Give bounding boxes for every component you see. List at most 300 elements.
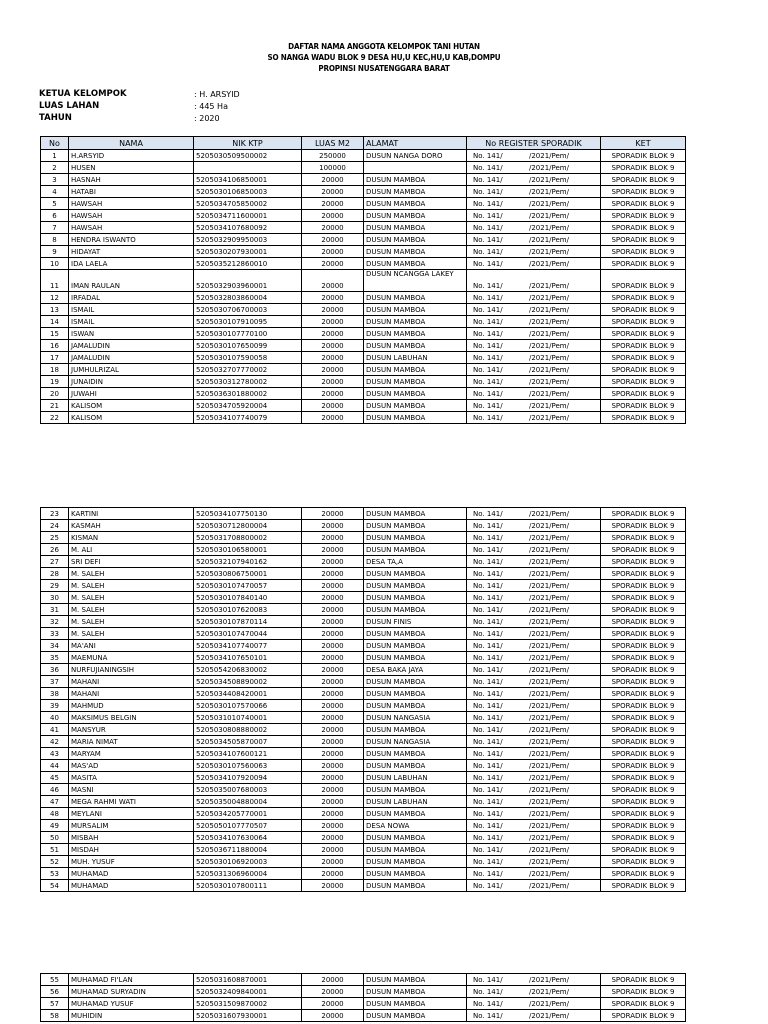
cell-register <box>467 556 601 568</box>
cell-luas: 20000 <box>302 412 364 424</box>
cell-alamat: DUSUN MAMBOA <box>364 508 467 520</box>
cell-ket: SPORADIK BLOK 9 <box>601 568 686 580</box>
cell-nama: IDA LAELA <box>69 258 194 270</box>
cell-alamat: DUSUN MAMBOA <box>364 974 467 986</box>
cell-alamat: DUSUN MAMBOA <box>364 580 467 592</box>
cell-nik: 5205030107770100 <box>194 328 302 340</box>
register-prefix: No. 141/ <box>473 641 503 650</box>
cell-ket: SPORADIK BLOK 9 <box>601 162 686 174</box>
cell-register <box>467 198 601 210</box>
cell-ket: SPORADIK BLOK 9 <box>601 316 686 328</box>
register-suffix: /2021/Pem/ <box>529 617 569 626</box>
cell-no: 47 <box>41 796 69 808</box>
cell-nik: 5205034107650101 <box>194 652 302 664</box>
cell-nama: MUHAMAD FI'LAN <box>69 974 194 986</box>
register-prefix: No. 141/ <box>473 665 503 674</box>
cell-luas: 20000 <box>302 772 364 784</box>
cell-nama: MISDAH <box>69 844 194 856</box>
register-suffix: /2021/Pem/ <box>529 389 569 398</box>
cell-alamat: DUSUN MAMBOA <box>364 1010 467 1022</box>
cell-alamat: DUSUN MAMBOA <box>364 174 467 186</box>
cell-nik: 5205030509500002 <box>194 150 302 162</box>
cell-nama: ISMAIL <box>69 304 194 316</box>
cell-luas: 20000 <box>302 676 364 688</box>
cell-luas: 20000 <box>302 880 364 892</box>
cell-nik: 5205030712800004 <box>194 520 302 532</box>
register-suffix: /2021/Pem/ <box>529 557 569 566</box>
cell-luas: 20000 <box>302 328 364 340</box>
cell-no: 19 <box>41 376 69 388</box>
cell-register <box>467 186 601 198</box>
cell-ket: SPORADIK BLOK 9 <box>601 676 686 688</box>
cell-alamat: DUSUN MAMBOA <box>364 258 467 270</box>
register-suffix: /2021/Pem/ <box>529 593 569 602</box>
cell-nik: 5205034107740079 <box>194 412 302 424</box>
register-prefix: No. 141/ <box>473 975 503 984</box>
doc-title-line1: DAFTAR NAMA ANGGOTA KELOMPOK TANI HUTAN <box>288 42 480 51</box>
cell-register <box>467 292 601 304</box>
table-row <box>41 532 686 544</box>
cell-register <box>467 628 601 640</box>
cell-alamat: DUSUN MAMBOA <box>364 292 467 304</box>
register-suffix: /2021/Pem/ <box>529 259 569 268</box>
cell-alamat: DUSUN MAMBOA <box>364 628 467 640</box>
cell-nama: M. ALI <box>69 544 194 556</box>
register-suffix: /2021/Pem/ <box>529 305 569 314</box>
cell-luas: 20000 <box>302 508 364 520</box>
register-prefix: No. 141/ <box>473 223 503 232</box>
register-suffix: /2021/Pem/ <box>529 293 569 302</box>
cell-register <box>467 664 601 676</box>
cell-no: 5 <box>41 198 69 210</box>
cell-nama: ISMAIL <box>69 316 194 328</box>
cell-alamat: DUSUN MAMBOA <box>364 986 467 998</box>
cell-luas: 20000 <box>302 736 364 748</box>
register-prefix: No. 141/ <box>473 987 503 996</box>
register-prefix: No. 141/ <box>473 809 503 818</box>
cell-nik: 5205030107590058 <box>194 352 302 364</box>
cell-alamat: DUSUN MAMBOA <box>364 304 467 316</box>
cell-alamat: DUSUN MAMBOA <box>364 808 467 820</box>
cell-nik: 5205036301880002 <box>194 388 302 400</box>
cell-no: 9 <box>41 246 69 258</box>
cell-no: 45 <box>41 772 69 784</box>
cell-luas: 20000 <box>302 592 364 604</box>
cell-ket: SPORADIK BLOK 9 <box>601 258 686 270</box>
cell-luas: 20000 <box>302 580 364 592</box>
cell-ket: SPORADIK BLOK 9 <box>601 820 686 832</box>
cell-alamat: DUSUN MAMBOA <box>364 234 467 246</box>
cell-nama: JAMALUDIN <box>69 340 194 352</box>
header-nik: NIK KTP <box>194 137 302 150</box>
cell-nama: IMAN RAULAN <box>69 270 194 292</box>
table-row <box>41 832 686 844</box>
cell-register <box>467 688 601 700</box>
register-prefix: No. 141/ <box>473 1011 503 1020</box>
cell-alamat: DUSUN MAMBOA <box>364 388 467 400</box>
table-row <box>41 856 686 868</box>
register-suffix: /2021/Pem/ <box>529 545 569 554</box>
cell-alamat: DUSUN MAMBOA <box>364 340 467 352</box>
table-row <box>41 664 686 676</box>
cell-no: 16 <box>41 340 69 352</box>
register-suffix: /2021/Pem/ <box>529 533 569 542</box>
cell-luas: 20000 <box>302 974 364 986</box>
cell-register <box>467 400 601 412</box>
cell-no: 17 <box>41 352 69 364</box>
cell-luas: 20000 <box>302 808 364 820</box>
cell-alamat: DUSUN NANGA DORO <box>364 150 467 162</box>
cell-nik <box>194 162 302 174</box>
table-row <box>41 784 686 796</box>
register-suffix: /2021/Pem/ <box>529 282 569 290</box>
cell-ket: SPORADIK BLOK 9 <box>601 736 686 748</box>
cell-luas: 100000 <box>302 162 364 174</box>
cell-nik: 5205032107940162 <box>194 556 302 568</box>
cell-ket: SPORADIK BLOK 9 <box>601 640 686 652</box>
cell-alamat: DUSUN MAMBOA <box>364 532 467 544</box>
register-suffix: /2021/Pem/ <box>529 211 569 220</box>
cell-register <box>467 340 601 352</box>
table-row <box>41 376 686 388</box>
register-suffix: /2021/Pem/ <box>529 773 569 782</box>
table-row <box>41 772 686 784</box>
table-row <box>41 352 686 364</box>
register-prefix: No. 141/ <box>473 593 503 602</box>
register-prefix: No. 141/ <box>473 353 503 362</box>
cell-alamat: DUSUN MAMBOA <box>364 700 467 712</box>
cell-ket: SPORADIK BLOK 9 <box>601 592 686 604</box>
cell-ket: SPORADIK BLOK 9 <box>601 772 686 784</box>
cell-alamat: DUSUN MAMBOA <box>364 246 467 258</box>
cell-luas: 20000 <box>302 568 364 580</box>
cell-nama: HAWSAH <box>69 210 194 222</box>
cell-nama: M. SALEH <box>69 604 194 616</box>
cell-no: 10 <box>41 258 69 270</box>
table-row <box>41 986 686 998</box>
cell-ket: SPORADIK BLOK 9 <box>601 222 686 234</box>
register-prefix: No. 141/ <box>473 235 503 244</box>
cell-register <box>467 712 601 724</box>
register-prefix: No. 141/ <box>473 199 503 208</box>
cell-ket: SPORADIK BLOK 9 <box>601 198 686 210</box>
cell-register <box>467 808 601 820</box>
doc-title-line2: SO NANGA WADU BLOK 9 DESA HU,U KEC,HU,U KAB,DOMPU <box>267 53 501 62</box>
register-suffix: /2021/Pem/ <box>529 749 569 758</box>
cell-nama: KISMAN <box>69 532 194 544</box>
register-prefix: No. 141/ <box>473 881 503 890</box>
cell-nik: 5205034107680092 <box>194 222 302 234</box>
cell-luas: 20000 <box>302 604 364 616</box>
register-suffix: /2021/Pem/ <box>529 175 569 184</box>
register-suffix: /2021/Pem/ <box>529 581 569 590</box>
cell-no: 26 <box>41 544 69 556</box>
cell-register <box>467 364 601 376</box>
doc-title-line3: PROPINSI NUSATENGGARA BARAT <box>318 64 450 73</box>
cell-nik: 5205031509870002 <box>194 998 302 1010</box>
table-row <box>41 820 686 832</box>
register-suffix: /2021/Pem/ <box>529 413 569 422</box>
cell-ket: SPORADIK BLOK 9 <box>601 616 686 628</box>
cell-register <box>467 270 601 292</box>
cell-ket: SPORADIK BLOK 9 <box>601 174 686 186</box>
cell-register <box>467 760 601 772</box>
cell-alamat: DUSUN MAMBOA <box>364 186 467 198</box>
cell-nik: 5205034705920004 <box>194 400 302 412</box>
cell-nama: MARYAM <box>69 748 194 760</box>
cell-register <box>467 998 601 1010</box>
cell-luas: 20000 <box>302 652 364 664</box>
cell-nik: 5205032707770002 <box>194 364 302 376</box>
cell-luas: 20000 <box>302 712 364 724</box>
cell-alamat: DUSUN MAMBOA <box>364 688 467 700</box>
cell-no: 12 <box>41 292 69 304</box>
table-row <box>41 688 686 700</box>
cell-luas: 20000 <box>302 222 364 234</box>
cell-nik: 5205034505870007 <box>194 736 302 748</box>
cell-luas: 20000 <box>302 640 364 652</box>
cell-alamat: DUSUN MAMBOA <box>364 676 467 688</box>
cell-nik: 5205034205770001 <box>194 808 302 820</box>
cell-luas: 20000 <box>302 520 364 532</box>
cell-alamat: DUSUN LABUHAN <box>364 796 467 808</box>
cell-register <box>467 844 601 856</box>
table-row <box>41 556 686 568</box>
cell-no: 11 <box>41 270 69 292</box>
members-table-2 <box>40 507 686 892</box>
cell-ket: SPORADIK BLOK 9 <box>601 784 686 796</box>
cell-register <box>467 724 601 736</box>
register-suffix: /2021/Pem/ <box>529 725 569 734</box>
cell-register <box>467 568 601 580</box>
cell-ket: SPORADIK BLOK 9 <box>601 748 686 760</box>
table-row <box>41 616 686 628</box>
cell-no: 25 <box>41 532 69 544</box>
cell-nama: KALISOM <box>69 400 194 412</box>
cell-nik: 5205034107630064 <box>194 832 302 844</box>
cell-no: 29 <box>41 580 69 592</box>
cell-no: 13 <box>41 304 69 316</box>
cell-nik: 5205034408420001 <box>194 688 302 700</box>
cell-no: 39 <box>41 700 69 712</box>
cell-alamat: DUSUN MAMBOA <box>364 412 467 424</box>
register-suffix: /2021/Pem/ <box>529 857 569 866</box>
register-suffix: /2021/Pem/ <box>529 341 569 350</box>
cell-ket: SPORADIK BLOK 9 <box>601 292 686 304</box>
cell-nama: H.ARSYID <box>69 150 194 162</box>
cell-nik: 5205034711600001 <box>194 210 302 222</box>
cell-alamat: DUSUN MAMBOA <box>364 316 467 328</box>
register-suffix: /2021/Pem/ <box>529 975 569 984</box>
cell-nama: HASNAH <box>69 174 194 186</box>
register-prefix: No. 141/ <box>473 259 503 268</box>
cell-luas: 20000 <box>302 198 364 210</box>
cell-register <box>467 640 601 652</box>
cell-nama: JUWAHI <box>69 388 194 400</box>
cell-register <box>467 258 601 270</box>
cell-luas: 20000 <box>302 760 364 772</box>
cell-no: 15 <box>41 328 69 340</box>
cell-ket: SPORADIK BLOK 9 <box>601 844 686 856</box>
table-row <box>41 328 686 340</box>
cell-alamat: DUSUN MAMBOA <box>364 868 467 880</box>
cell-alamat: DUSUN NANGASIA <box>364 736 467 748</box>
cell-ket: SPORADIK BLOK 9 <box>601 1010 686 1022</box>
cell-no: 28 <box>41 568 69 580</box>
cell-alamat: DUSUN MAMBOA <box>364 652 467 664</box>
cell-register <box>467 150 601 162</box>
cell-ket: SPORADIK BLOK 9 <box>601 364 686 376</box>
cell-alamat: DUSUN MAMBOA <box>364 640 467 652</box>
cell-ket: SPORADIK BLOK 9 <box>601 868 686 880</box>
table-row <box>41 304 686 316</box>
cell-no: 24 <box>41 520 69 532</box>
cell-no: 58 <box>41 1010 69 1022</box>
register-prefix: No. 141/ <box>473 999 503 1008</box>
cell-luas: 20000 <box>302 998 364 1010</box>
register-prefix: No. 141/ <box>473 211 503 220</box>
register-prefix: No. 141/ <box>473 797 503 806</box>
cell-alamat: DUSUN MAMBOA <box>364 592 467 604</box>
table-row <box>41 340 686 352</box>
cell-nama: MURSALIM <box>69 820 194 832</box>
register-suffix: /2021/Pem/ <box>529 521 569 530</box>
header-ket: KET <box>601 137 686 150</box>
cell-ket: SPORADIK BLOK 9 <box>601 210 686 222</box>
register-suffix: /2021/Pem/ <box>529 653 569 662</box>
table-row <box>41 652 686 664</box>
table-row <box>41 246 686 258</box>
cell-luas: 250000 <box>302 150 364 162</box>
cell-ket: SPORADIK BLOK 9 <box>601 388 686 400</box>
cell-nik: 5205034107740077 <box>194 640 302 652</box>
cell-alamat: DUSUN MAMBOA <box>364 210 467 222</box>
cell-no: 8 <box>41 234 69 246</box>
cell-alamat: DUSUN MAMBOA <box>364 748 467 760</box>
cell-nik: 5205034106850001 <box>194 174 302 186</box>
members-table-1 <box>40 136 686 424</box>
cell-ket: SPORADIK BLOK 9 <box>601 652 686 664</box>
cell-luas: 20000 <box>302 844 364 856</box>
cell-alamat: DUSUN MAMBOA <box>364 998 467 1010</box>
table-row <box>41 998 686 1010</box>
cell-ket: SPORADIK BLOK 9 <box>601 880 686 892</box>
table-row <box>41 592 686 604</box>
cell-no: 30 <box>41 592 69 604</box>
cell-luas: 20000 <box>302 174 364 186</box>
tahun-value: : 2020 <box>194 114 220 123</box>
cell-nama: HAWSAH <box>69 198 194 210</box>
table-row <box>41 700 686 712</box>
cell-no: 50 <box>41 832 69 844</box>
register-prefix: No. 141/ <box>473 869 503 878</box>
cell-nama: KARTINI <box>69 508 194 520</box>
cell-nama: JUMHULRIZAL <box>69 364 194 376</box>
cell-nik: 5205034508890002 <box>194 676 302 688</box>
cell-luas: 20000 <box>302 304 364 316</box>
table-row <box>41 724 686 736</box>
cell-alamat: DUSUN MAMBOA <box>364 376 467 388</box>
cell-luas: 20000 <box>302 210 364 222</box>
register-suffix: /2021/Pem/ <box>529 641 569 650</box>
cell-ket: SPORADIK BLOK 9 <box>601 400 686 412</box>
cell-ket: SPORADIK BLOK 9 <box>601 508 686 520</box>
cell-nama: MANSYUR <box>69 724 194 736</box>
cell-luas: 20000 <box>302 616 364 628</box>
cell-nama: KASMAH <box>69 520 194 532</box>
cell-nama: MAHMUD <box>69 700 194 712</box>
cell-luas: 20000 <box>302 688 364 700</box>
register-prefix: No. 141/ <box>473 785 503 794</box>
register-suffix: /2021/Pem/ <box>529 797 569 806</box>
cell-no: 34 <box>41 640 69 652</box>
cell-nik: 5205030806750001 <box>194 568 302 580</box>
cell-register <box>467 412 601 424</box>
cell-register <box>467 222 601 234</box>
cell-nik: 5205035007680003 <box>194 784 302 796</box>
cell-no: 48 <box>41 808 69 820</box>
register-prefix: No. 141/ <box>473 282 503 290</box>
cell-ket: SPORADIK BLOK 9 <box>601 832 686 844</box>
register-prefix: No. 141/ <box>473 151 503 160</box>
register-suffix: /2021/Pem/ <box>529 761 569 770</box>
cell-ket: SPORADIK BLOK 9 <box>601 376 686 388</box>
cell-nama: MAHANI <box>69 688 194 700</box>
register-prefix: No. 141/ <box>473 821 503 830</box>
cell-register <box>467 604 601 616</box>
register-prefix: No. 141/ <box>473 509 503 518</box>
register-prefix: No. 141/ <box>473 737 503 746</box>
cell-ket: SPORADIK BLOK 9 <box>601 304 686 316</box>
cell-no: 1 <box>41 150 69 162</box>
cell-no: 41 <box>41 724 69 736</box>
cell-register <box>467 974 601 986</box>
cell-ket: SPORADIK BLOK 9 <box>601 796 686 808</box>
cell-ket: SPORADIK BLOK 9 <box>601 628 686 640</box>
cell-register <box>467 652 601 664</box>
cell-alamat: DUSUN FINIS <box>364 616 467 628</box>
register-prefix: No. 141/ <box>473 845 503 854</box>
register-prefix: No. 141/ <box>473 163 503 172</box>
register-prefix: No. 141/ <box>473 617 503 626</box>
cell-nama: M. SALEH <box>69 568 194 580</box>
cell-register <box>467 1010 601 1022</box>
cell-alamat: DUSUN MAMBOA <box>364 328 467 340</box>
register-suffix: /2021/Pem/ <box>529 999 569 1008</box>
register-prefix: No. 141/ <box>473 701 503 710</box>
register-prefix: No. 141/ <box>473 605 503 614</box>
cell-no: 49 <box>41 820 69 832</box>
cell-nama: NURFUJIANINGSIH <box>69 664 194 676</box>
header-register: No REGISTER SPORADIK <box>467 137 601 150</box>
register-prefix: No. 141/ <box>473 545 503 554</box>
cell-nik: 5205054206830002 <box>194 664 302 676</box>
cell-no: 56 <box>41 986 69 998</box>
cell-luas: 20000 <box>302 986 364 998</box>
register-prefix: No. 141/ <box>473 365 503 374</box>
table-row <box>41 736 686 748</box>
cell-luas: 20000 <box>302 352 364 364</box>
cell-no: 4 <box>41 186 69 198</box>
table-row <box>41 796 686 808</box>
cell-nama: M. SALEH <box>69 580 194 592</box>
cell-nama: MEGA RAHMI WATI <box>69 796 194 808</box>
cell-nik: 5205036711880004 <box>194 844 302 856</box>
cell-alamat <box>364 162 467 174</box>
cell-nama: MAHANI <box>69 676 194 688</box>
table-row <box>41 676 686 688</box>
cell-nik: 5205030106850003 <box>194 186 302 198</box>
